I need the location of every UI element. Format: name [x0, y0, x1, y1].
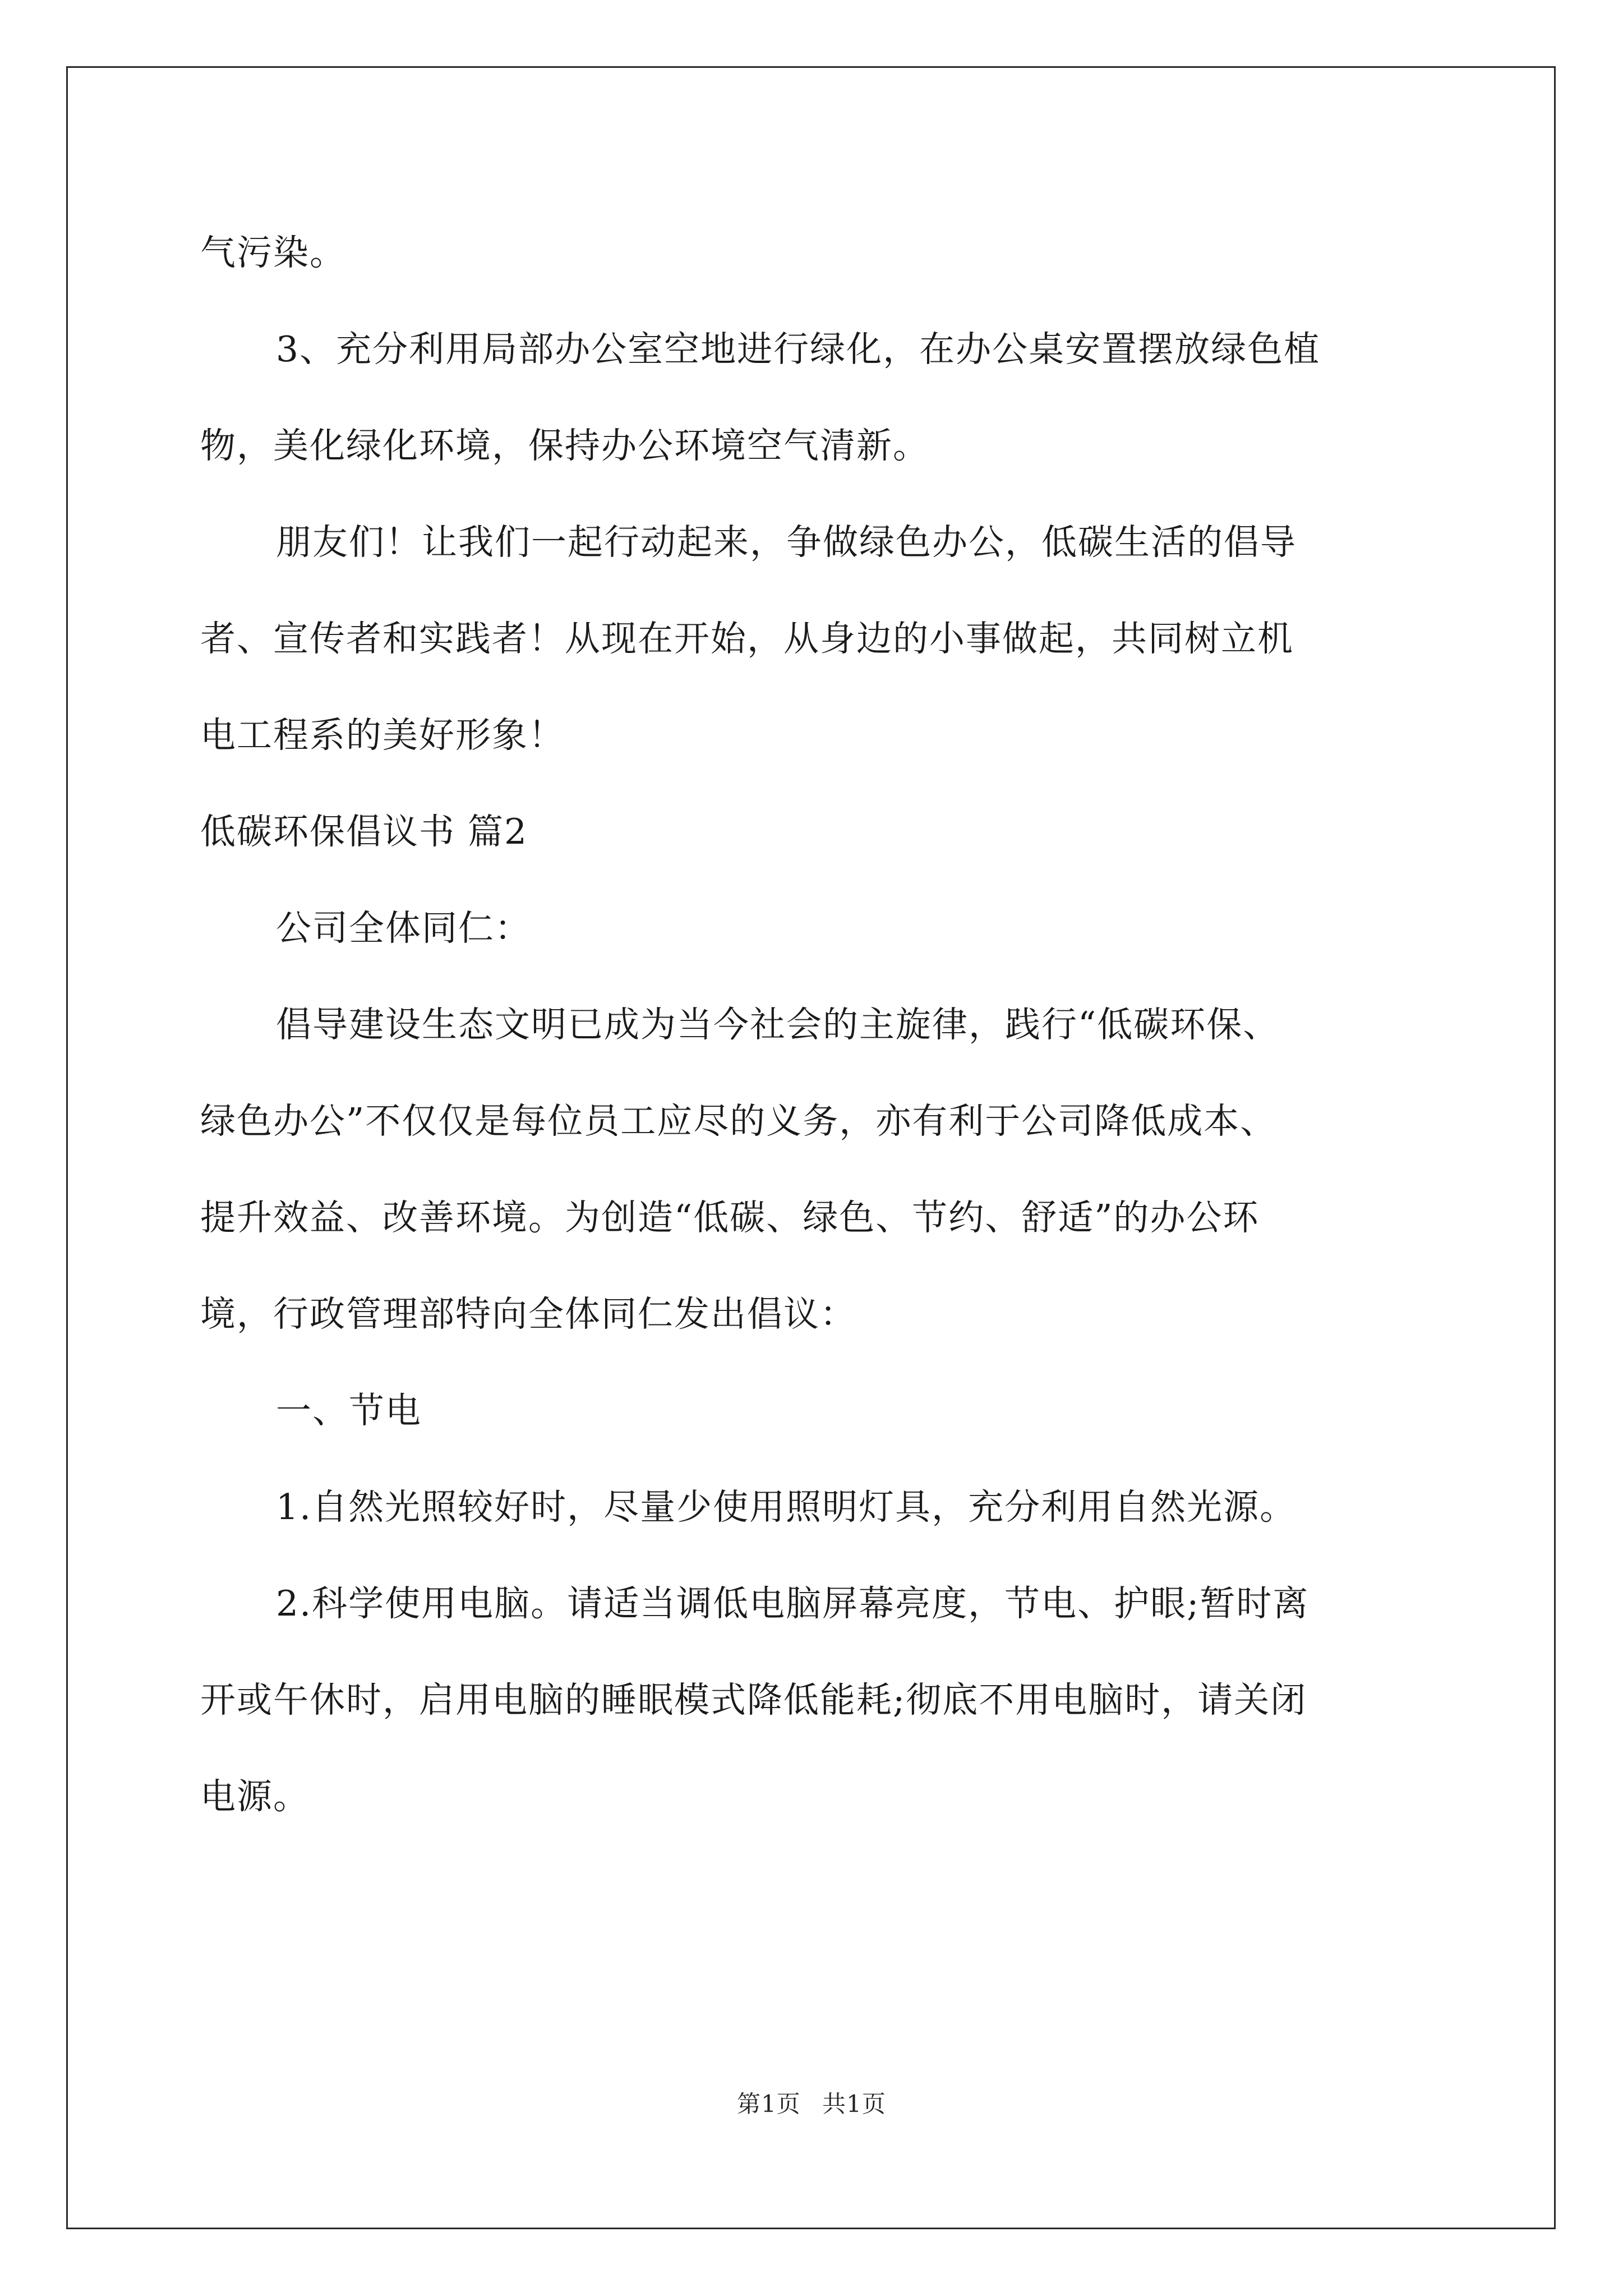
text-line: 2.科学使用电脑。请适当调低电脑屏幕亮度，节电、护眼;暂时离 [276, 1583, 1310, 1624]
page-total: 共1页 [822, 2090, 886, 2118]
text-line: 3、充分利用局部办公室空地进行绿化，在办公桌安置摆放绿色植 [276, 329, 1321, 370]
text-line: 朋友们！让我们一起行动起来，争做绿色办公，低碳生活的倡导 [276, 522, 1297, 563]
text-line: 开或午休时，启用电脑的睡眠模式降低能耗;彻底不用电脑时，请关闭 [200, 1680, 1307, 1720]
text-line: 者、宣传者和实践者！从现在开始，从身边的小事做起，共同树立机 [200, 618, 1294, 659]
text-line: 电源。 [200, 1776, 310, 1817]
page-footer [0, 2086, 1623, 2119]
text-line: 提升效益、改善环境。为创造“低碳、绿色、节约、舒适”的办公环 [200, 1197, 1260, 1238]
salutation: 公司全体同仁： [276, 908, 531, 949]
text-line: 1.自然光照较好时，尽量少使用照明灯具，充分利用自然光源。 [276, 1487, 1297, 1527]
text-line: 境，行政管理部特向全体同仁发出倡议： [200, 1294, 856, 1335]
text-line: 物，美化绿化环境，保持办公环境空气清新。 [200, 425, 929, 466]
page-number: 第1页 [737, 2090, 801, 2118]
subsection-heading: 一、节电 [276, 1390, 422, 1431]
text-line: 电工程系的美好形象！ [200, 715, 565, 756]
text-line: 倡导建设生态文明已成为当今社会的主旋律，践行“低碳环保、 [276, 1004, 1280, 1045]
document-body [200, 205, 1426, 1845]
text-line: 绿色办公”不仅仅是每位员工应尽的义务，亦有利于公司降低成本、 [200, 1101, 1277, 1142]
section-heading: 低碳环保倡议书 篇2 [200, 811, 528, 852]
text-line: 气污染。 [200, 232, 346, 273]
